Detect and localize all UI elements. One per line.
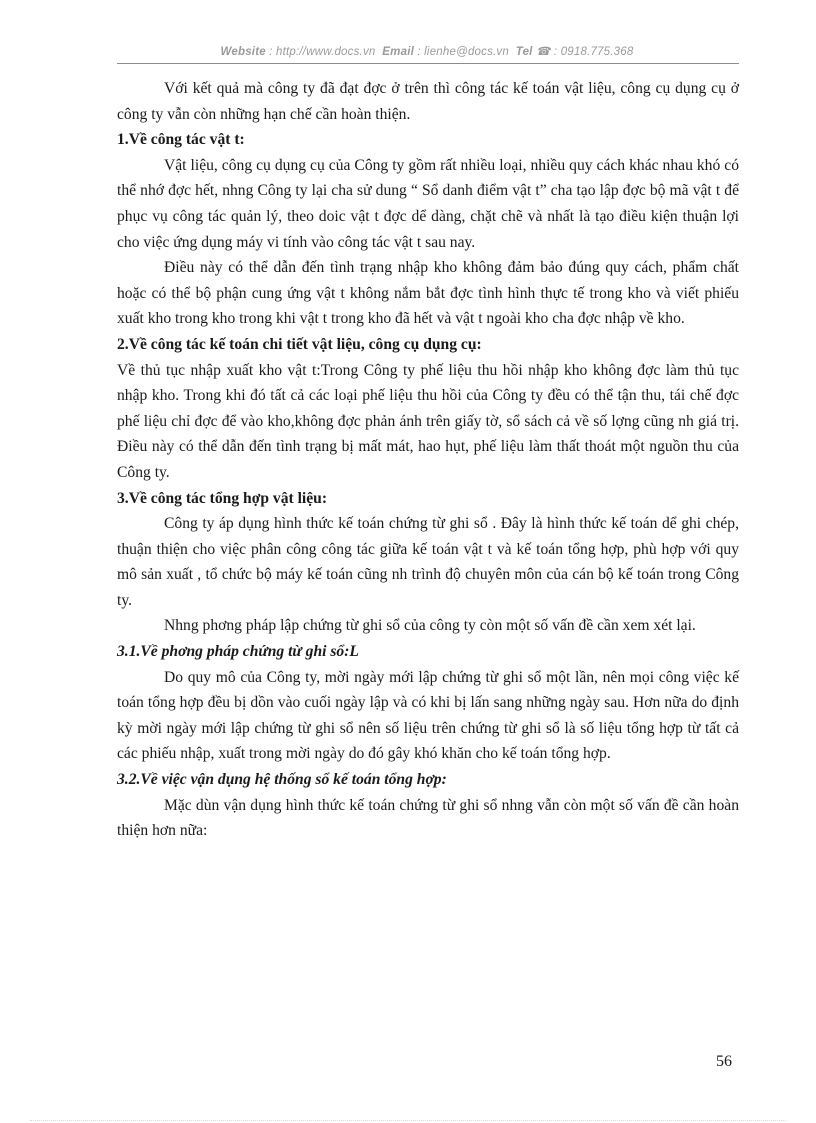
paragraph-accounting-form: Công ty áp dụng hình thức kế toán chứng từ ghi sổ . Đây là hình thức kế toán dể ghi chép, thuận thiện cho việc phân công công tác giữa kế toán vật t và kế toán tổng hợp, phù hợp với quy mô sản xuất , tổ chức bộ máy kế toán cũng nh trình độ chuyên môn của cán bộ kế toán trong Công ty.	[117, 515, 739, 609]
footer-divider	[30, 1120, 786, 1121]
paragraph-consequence: Điều này có thể dẫn đến tình trạng nhập kho không đảm bảo đúng quy cách, phẩm chất hoặc có thể bộ phận cung ứng vật t không nắm bắt đợc tình hình thực tế trong kho và viết phiếu xuất kho trong kho trong khi vật t trong kho đã hết và vật t ngoài kho cha đợc nhập về kho.	[117, 259, 739, 328]
heading-section-2: 2.Về công tác kế toán chi tiết vật liệu, công cụ dụng cụ:	[117, 335, 482, 353]
website-url: : http://www.docs.vn	[269, 46, 376, 58]
heading-section-3-2: 3.2.Về việc vận dụng hệ thống sổ kế toán tổng hợp:	[117, 771, 447, 789]
heading-section-3: 3.Về công tác tổng hợp vật liệu:	[117, 489, 328, 507]
paragraph-ten-day-cycle: Do quy mô của Công ty, mời ngày mới lập chứng từ ghi sổ một lần, nên mọi công việc kế toán tổng hợp đều bị dồn vào cuối ngày lập và có khi bị lấn sang những ngày sau. Hơn nữa do định kỳ mời ngày mới lập chứng từ ghi sổ nên số liệu trên chứng từ ghi sổ là số liệu tổng hợp từ tất cả các phiếu nhập, xuất trong mời ngày do đó gây khó khăn cho kế toán tổng hợp.	[117, 668, 739, 763]
header-divider	[117, 63, 739, 64]
heading-section-3-1: 3.1.Về phơng pháp chứng từ ghi sổ:L	[117, 643, 359, 661]
paragraph-intro: Với kết quả mà công ty đã đạt đợc ở trên thì công tác kế toán vật liệu, công cụ dụng cụ ở công ty vẫn còn những hạn chế cần hoàn thiện.	[117, 80, 739, 123]
heading-section-1: 1.Về công tác vật t:	[117, 131, 245, 149]
paragraph-method-issues: Nhng phơng pháp lập chứng từ ghi sổ của công ty còn một số vấn đề cần xem xét lại.	[164, 617, 696, 635]
paragraph-materials: Vật liệu, công cụ dụng cụ của Công ty gồm rất nhiều loại, nhiều quy cách khác nhau khó có thể nhớ đợc hết, nhng Công ty lại cha sử dung “ Sổ danh điểm vật t” cha tạo lập đợc bộ mã vật t để phục vụ công tác quản lý, theo doic vật t đợc dể dàng, chặt chẽ và nhất là tạo điều kiện thuận lợi cho việc ứng dụng máy vi tính vào công tác vật t sau nay.	[117, 156, 739, 251]
page-number: 56	[716, 1053, 732, 1070]
tel-label: Tel	[515, 46, 533, 58]
document-body	[117, 76, 739, 844]
email-address: : lienhe@docs.vn	[417, 46, 509, 58]
paragraph-procedures: Về thủ tục nhập xuất kho vật t:Trong Công ty phế liệu thu hồi nhập kho không đợc làm thủ tục nhập kho. Trong khi đó tất cả các loại phế liệu thu hồi của Công ty đều có thể tận thu, tái chế đợc phế liệu chỉ đợc để vào kho,không đợc phản ánh trên giấy tờ, sổ sách cả về số lợng cũng nh giá trị. Điều này có thể dẫn đến tình trạng bị mất mát, hao hụt, phế liệu làm thất thoát một nguồn thu của Công ty.	[117, 361, 739, 481]
paragraph-ledger-system: Mặc dùn vận dụng hình thức kế toán chứng từ ghi sổ nhng vẫn còn một số vấn đề cần hoàn thiện hơn nữa:	[117, 796, 739, 840]
phone-number: ☎ : 0918.775.368	[535, 46, 634, 58]
page-header	[117, 44, 737, 58]
website-label: Website	[220, 46, 266, 58]
email-label: Email	[382, 46, 414, 58]
